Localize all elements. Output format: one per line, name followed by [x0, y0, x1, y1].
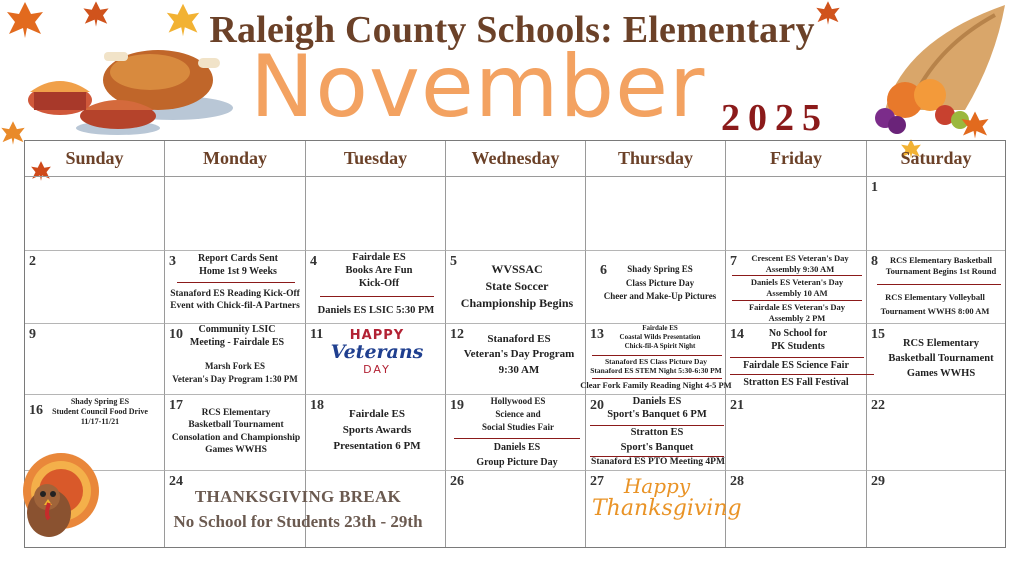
- divider: [592, 355, 722, 356]
- date-number: 16: [29, 403, 43, 418]
- date-number: 11: [310, 327, 324, 342]
- date-number: 3: [169, 254, 176, 269]
- event-crescent-veterans: Crescent ES Veteran's Day Assembly 9:30 AM: [751, 253, 849, 274]
- day-cell-26: [446, 471, 586, 547]
- date-number: 26: [450, 474, 464, 489]
- event-marsh-fork-veterans: Marsh Fork ES Veteran's Day Program 1:30 PM: [172, 361, 298, 384]
- event-fairdale-veterans: Fairdale ES Veteran's Day Assembly 2 PM: [748, 302, 846, 323]
- date-number: 21: [730, 398, 744, 413]
- day-header-saturday: Saturday: [867, 141, 1005, 177]
- event-volleyball-tournament: RCS Elementary Volleyball Tournament WWHS 8:00 AM: [880, 292, 990, 316]
- event-community-lsic: Community LSIC Meeting - Fairdale ES: [189, 324, 285, 348]
- day-cell-20: [586, 395, 726, 471]
- event-class-picture-day: Shady Spring ES Class Picture Day Cheer and Make-Up Pictures: [603, 264, 717, 301]
- event-no-school-pk: No School for PK Students: [768, 328, 828, 352]
- event-social-studies-fair: Hollywood ES Science and Social Studies Fair: [481, 396, 554, 433]
- day-cell-5: [446, 251, 586, 324]
- divider: [877, 284, 1001, 285]
- event-science-fair: Fairdale ES Science Fair: [743, 360, 849, 371]
- day-cell-22: [867, 395, 1005, 471]
- event-food-drive: Shady Spring ES Student Council Food Drive 11/17-11/21: [52, 397, 148, 426]
- event-basketball-games: RCS Elementary Basketball Tournament Games WWHS: [888, 338, 994, 380]
- autumn-leaf-icon: [165, 2, 201, 38]
- event-state-soccer: WVSSAC State Soccer Championship Begins: [460, 262, 574, 310]
- date-number: 17: [169, 398, 183, 413]
- date-number: 19: [450, 398, 464, 413]
- date-number: 2: [29, 254, 36, 269]
- happy-thanksgiving-graphic: Happy Thanksgiving: [592, 474, 742, 521]
- autumn-leaf-icon: [82, 0, 110, 28]
- date-number: 5: [450, 254, 457, 269]
- event-group-picture-day: Daniels ES Group Picture Day: [476, 442, 558, 468]
- event-clear-fork-reading: Clear Fork Family Reading Night 4-5 PM: [580, 380, 732, 390]
- day-cell-empty: [726, 177, 867, 251]
- date-number: 13: [590, 327, 604, 342]
- day-cell-14: [726, 324, 867, 395]
- day-header-sunday: Sunday: [25, 141, 165, 177]
- day-cell-1: [867, 177, 1005, 251]
- day-cell-empty: [586, 177, 726, 251]
- thanksgiving-dinner-illustration: [18, 30, 238, 135]
- day-header-tuesday: Tuesday: [306, 141, 446, 177]
- day-cell-23: [25, 471, 165, 547]
- event-fall-festival: Stratton ES Fall Festival: [743, 377, 849, 388]
- divider: [320, 296, 434, 297]
- date-number: 1: [871, 180, 878, 195]
- day-header-friday: Friday: [726, 141, 867, 177]
- autumn-leaf-icon: [0, 120, 26, 146]
- date-number: 22: [871, 398, 885, 413]
- event-books-are-fun: Fairdale ES Books Are Fun Kick-Off: [345, 252, 413, 290]
- day-cell-9: [25, 324, 165, 395]
- event-report-cards: Report Cards Sent Home 1st 9 Weeks: [198, 253, 278, 277]
- event-sports-awards: Fairdale ES Sports Awards Presentation 6 PM: [333, 408, 421, 452]
- divider: [732, 275, 862, 276]
- event-stanaford-veterans: Stanaford ES Veteran's Day Program 9:30 AM: [463, 333, 575, 376]
- day-cell-3: [165, 251, 306, 324]
- date-number: 27: [590, 474, 604, 489]
- calendar-grid: [24, 140, 1006, 548]
- event-daniels-lsic: Daniels ES LSIC 5:30 PM: [317, 305, 435, 316]
- day-cell-10: [165, 324, 306, 395]
- day-cell-19: [446, 395, 586, 471]
- day-cell-empty: [306, 177, 446, 251]
- day-cell-28: [726, 471, 867, 547]
- day-header-wednesday: Wednesday: [446, 141, 586, 177]
- day-cell-7: [726, 251, 867, 324]
- date-number: 9: [29, 327, 36, 342]
- event-stratton-banquet: Stratton ES Sport's Banquet: [620, 427, 694, 453]
- day-cell-2: [25, 251, 165, 324]
- divider: [592, 378, 722, 379]
- date-number: 4: [310, 254, 317, 269]
- month-title: November: [250, 37, 706, 137]
- day-cell-25: [306, 471, 446, 547]
- day-cell-18: [306, 395, 446, 471]
- event-reading-kickoff: Stanaford ES Reading Kick-Off Event with Chick-fil-A Partners: [170, 289, 300, 311]
- day-cell-13: [580, 324, 732, 395]
- date-number: 10: [169, 327, 183, 342]
- turkey-icon: [11, 431, 106, 551]
- cornucopia-illustration: [845, 0, 1020, 140]
- day-cell-29: [867, 471, 1005, 547]
- day-cell-4: [306, 251, 446, 324]
- day-cell-6: [586, 251, 726, 324]
- date-number: 12: [450, 327, 464, 342]
- divider: [454, 438, 580, 439]
- happy-veterans-day-badge: HAPPY Veterans DAY: [330, 328, 424, 376]
- date-number: 20: [590, 398, 604, 413]
- event-basketball-championship: RCS Elementary Basketball Tournament Consolation and Championship Games WWHS: [171, 408, 301, 456]
- day-header-monday: Monday: [165, 141, 306, 177]
- date-number: 29: [871, 474, 885, 489]
- school-title: Raleigh County Schools: Elementary: [209, 9, 815, 51]
- year-title: 2025: [721, 97, 829, 139]
- date-number: 8: [871, 254, 878, 269]
- day-cell-8: [867, 251, 1005, 324]
- day-cell-empty: [446, 177, 586, 251]
- event-stanaford-stem: Stanaford ES Class Picture Day Stanaford ES STEM Night 5:30-6:30 PM: [590, 357, 722, 376]
- day-cell-empty: [165, 177, 306, 251]
- event-daniels-banquet: Daniels ES Sport's Banquet 6 PM: [607, 396, 707, 421]
- divider: [177, 282, 295, 283]
- day-cell-21: [726, 395, 867, 471]
- date-number: 14: [730, 327, 744, 342]
- event-basketball-tournament: RCS Elementary Basketball Tournament Begins 1st Round: [885, 255, 997, 276]
- divider: [732, 300, 862, 301]
- event-pto-meeting: Stanaford ES PTO Meeting 4PM: [591, 457, 725, 467]
- date-number: 6: [600, 263, 607, 278]
- thanksgiving-break-notice: THANKSGIVING BREAK No School for Students 23th - 29th: [173, 487, 423, 531]
- day-cell-24: [165, 471, 423, 547]
- day-header-thursday: Thursday: [586, 141, 726, 177]
- autumn-leaf-icon: [5, 0, 45, 40]
- event-daniels-veterans: Daniels ES Veteran's Day Assembly 10 AM: [750, 277, 844, 298]
- date-number: 15: [871, 327, 885, 342]
- date-number: 7: [730, 254, 737, 269]
- day-cell-12: [446, 324, 586, 395]
- autumn-leaf-icon: [815, 0, 841, 26]
- day-cell-11: [306, 324, 446, 395]
- date-number: 28: [730, 474, 744, 489]
- day-cell-17: [165, 395, 306, 471]
- divider: [730, 357, 864, 358]
- day-cell-empty: [25, 177, 165, 251]
- event-coastal-wilds: Fairdale ES Coastal Wilds Presentation Chick-fil-A Spirit Night: [619, 324, 701, 350]
- divider: [730, 374, 874, 375]
- date-number: 24: [169, 474, 183, 489]
- autumn-leaf-icon: [960, 110, 990, 140]
- date-number: 18: [310, 398, 324, 413]
- day-cell-15: [867, 324, 1005, 395]
